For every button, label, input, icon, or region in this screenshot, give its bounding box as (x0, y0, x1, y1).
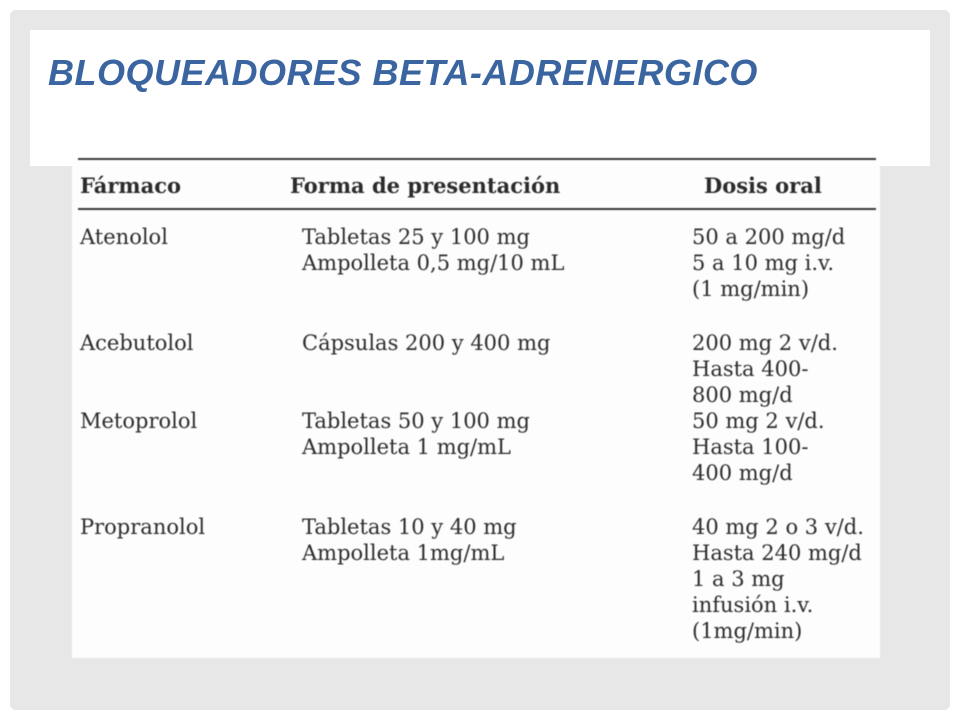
row-metoprolol-presentacion (302, 408, 530, 460)
dosis-line: 50 a 200 mg/d (692, 225, 846, 249)
dosis-line: infusión i.v. (692, 593, 814, 617)
table-top-rule (78, 158, 876, 160)
header-dosis-oral: Dosis oral (704, 173, 822, 198)
dosis-line: Hasta 400- (692, 357, 809, 381)
row-atenolol-dosis (692, 224, 845, 302)
dosis-line: 50 mg 2 v/d. (692, 409, 825, 433)
dosis-line: 1 a 3 mg (692, 567, 785, 591)
row-propranolol-dosis (692, 514, 864, 644)
presentacion-line: Ampolleta 1 mg/mL (302, 435, 511, 459)
header-farmaco: Fármaco (80, 173, 182, 198)
presentacion-line: Tabletas 50 y 100 mg (302, 409, 530, 433)
dosis-line: 400 mg/d (692, 461, 793, 485)
dosis-line: Hasta 100- (692, 435, 809, 459)
dosis-line: (1mg/min) (692, 619, 803, 643)
row-atenolol-presentacion (302, 224, 564, 276)
row-metoprolol-farmaco: Metoprolol (80, 409, 198, 433)
drug-table (72, 158, 880, 658)
dosis-line: Hasta 240 mg/d (692, 541, 862, 565)
row-propranolol-presentacion (302, 514, 517, 566)
row-acebutolol-dosis (692, 330, 838, 408)
title-placeholder (30, 30, 930, 166)
dosis-line: 800 mg/d (692, 383, 793, 407)
dosis-line: (1 mg/min) (692, 277, 810, 301)
row-atenolol-farmaco: Atenolol (80, 225, 168, 249)
table-header-rule (78, 208, 876, 210)
dosis-line: 200 mg 2 v/d. (692, 331, 838, 355)
dosis-line: 40 mg 2 o 3 v/d. (692, 515, 864, 539)
header-forma-presentacion: Forma de presentación (290, 173, 561, 198)
dosis-line: 5 a 10 mg i.v. (692, 251, 835, 275)
row-metoprolol-dosis (692, 408, 825, 486)
presentacion-line: Ampolleta 1mg/mL (302, 541, 505, 565)
row-acebutolol-presentacion (302, 330, 550, 356)
presentacion-line: Tabletas 25 y 100 mg (302, 225, 530, 249)
row-propranolol-farmaco: Propranolol (80, 515, 206, 539)
presentacion-line: Tabletas 10 y 40 mg (302, 515, 517, 539)
presentacion-line: Ampolleta 0,5 mg/10 mL (302, 251, 565, 275)
slide-title: BLOQUEADORES BETA-ADRENERGICO (48, 52, 758, 93)
presentacion-line: Cápsulas 200 y 400 mg (302, 331, 551, 355)
row-acebutolol-farmaco: Acebutolol (80, 331, 194, 355)
